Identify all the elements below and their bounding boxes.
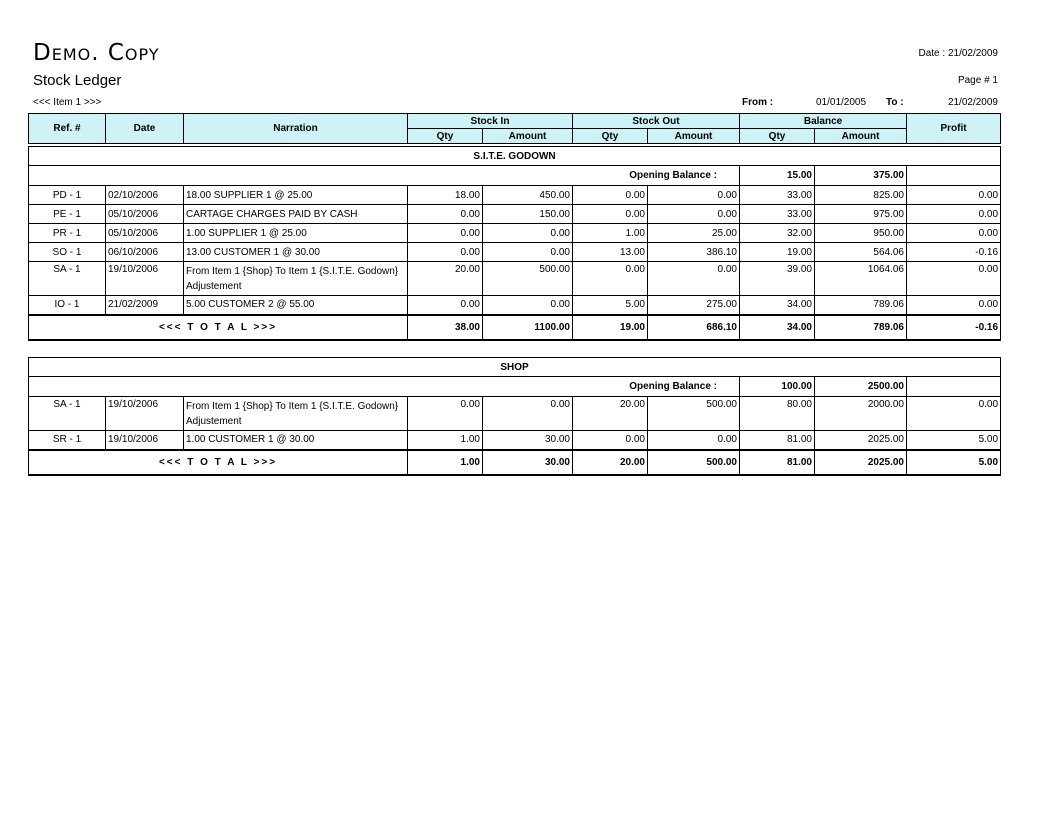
out-qty-cell: 0.00 [573, 186, 648, 205]
bal-qty-cell: 34.00 [740, 296, 815, 315]
out-amount-cell: 0.00 [648, 205, 740, 224]
col-out-qty: Qty [573, 129, 648, 144]
total-label: <<< T O T A L >>> [29, 450, 408, 475]
out-amount-cell: 0.00 [648, 186, 740, 205]
in-amount-cell: 30.00 [483, 431, 573, 450]
section-site-godown [28, 146, 1001, 341]
ref-cell: SO - 1 [29, 243, 106, 262]
profit-cell: -0.16 [907, 243, 1001, 262]
col-stock-in: Stock In [408, 114, 573, 129]
date-cell: 19/10/2006 [106, 397, 184, 431]
from-label: From : [742, 97, 774, 108]
total-bal-amount: 789.06 [815, 315, 907, 340]
out-qty-cell: 20.00 [573, 397, 648, 431]
in-amount-cell: 0.00 [483, 397, 573, 431]
total-bal-qty: 34.00 [740, 315, 815, 340]
profit-cell: 0.00 [907, 224, 1001, 243]
bal-qty-cell: 81.00 [740, 431, 815, 450]
ref-cell: PR - 1 [29, 224, 106, 243]
col-narration: Narration [184, 114, 408, 144]
in-qty-cell: 18.00 [408, 186, 483, 205]
in-qty-cell: 20.00 [408, 262, 483, 296]
company-name: Demo. Copy [33, 40, 160, 66]
bal-qty-cell: 39.00 [740, 262, 815, 296]
narration-cell: 1.00 SUPPLIER 1 @ 25.00 [184, 224, 408, 243]
opening-qty: 15.00 [740, 166, 815, 186]
in-amount-cell: 0.00 [483, 296, 573, 315]
col-ref: Ref. # [29, 114, 106, 144]
narration-cell: 18.00 SUPPLIER 1 @ 25.00 [184, 186, 408, 205]
opening-qty: 100.00 [740, 377, 815, 397]
date-cell: 21/02/2009 [106, 296, 184, 315]
date-cell: 06/10/2006 [106, 243, 184, 262]
from-date: 01/01/2005 [816, 97, 867, 108]
out-qty-cell: 13.00 [573, 243, 648, 262]
bal-amount-cell: 975.00 [815, 205, 907, 224]
out-amount-cell: 0.00 [648, 262, 740, 296]
table-row [29, 224, 1001, 243]
opening-balance-label: Opening Balance : [29, 377, 740, 397]
total-out-qty: 20.00 [573, 450, 648, 475]
total-in-qty: 38.00 [408, 315, 483, 340]
total-profit: -0.16 [907, 315, 1001, 340]
table-row [29, 186, 1001, 205]
out-amount-cell: 386.10 [648, 243, 740, 262]
out-amount-cell: 25.00 [648, 224, 740, 243]
ref-cell: PE - 1 [29, 205, 106, 224]
col-bal-amount: Amount [815, 129, 907, 144]
in-amount-cell: 150.00 [483, 205, 573, 224]
narration-cell: CARTAGE CHARGES PAID BY CASH [184, 205, 408, 224]
opening-amount: 375.00 [815, 166, 907, 186]
bal-amount-cell: 950.00 [815, 224, 907, 243]
in-qty-cell: 0.00 [408, 397, 483, 431]
bal-amount-cell: 1064.06 [815, 262, 907, 296]
total-in-qty: 1.00 [408, 450, 483, 475]
narration-cell: 5.00 CUSTOMER 2 @ 55.00 [184, 296, 408, 315]
col-in-qty: Qty [408, 129, 483, 144]
narration-cell: 13.00 CUSTOMER 1 @ 30.00 [184, 243, 408, 262]
total-bal-amount: 2025.00 [815, 450, 907, 475]
profit-cell: 0.00 [907, 205, 1001, 224]
out-amount-cell: 0.00 [648, 431, 740, 450]
in-qty-cell: 1.00 [408, 431, 483, 450]
profit-cell: 5.00 [907, 431, 1001, 450]
total-profit: 5.00 [907, 450, 1001, 475]
out-qty-cell: 0.00 [573, 431, 648, 450]
section-shop [28, 357, 1001, 476]
out-qty-cell: 0.00 [573, 205, 648, 224]
bal-qty-cell: 19.00 [740, 243, 815, 262]
total-bal-qty: 81.00 [740, 450, 815, 475]
section-title: S.I.T.E. GODOWN [29, 147, 1001, 166]
bal-amount-cell: 789.06 [815, 296, 907, 315]
bal-qty-cell: 80.00 [740, 397, 815, 431]
in-qty-cell: 0.00 [408, 243, 483, 262]
table-row [29, 262, 1001, 296]
total-out-qty: 19.00 [573, 315, 648, 340]
item-name: <<< Item 1 >>> [33, 97, 102, 108]
ref-cell: SA - 1 [29, 262, 106, 296]
table-row [29, 243, 1001, 262]
bal-amount-cell: 2025.00 [815, 431, 907, 450]
in-amount-cell: 0.00 [483, 243, 573, 262]
in-qty-cell: 0.00 [408, 205, 483, 224]
col-stock-out: Stock Out [573, 114, 740, 129]
out-qty-cell: 0.00 [573, 262, 648, 296]
profit-cell: 0.00 [907, 186, 1001, 205]
narration-cell: 1.00 CUSTOMER 1 @ 30.00 [184, 431, 408, 450]
col-out-amount: Amount [648, 129, 740, 144]
out-qty-cell: 5.00 [573, 296, 648, 315]
ledger-header [28, 113, 1001, 144]
total-label: <<< T O T A L >>> [29, 315, 408, 340]
page-number: Page # 1 [957, 75, 998, 86]
to-date: 21/02/2009 [947, 97, 998, 108]
opening-amount: 2500.00 [815, 377, 907, 397]
col-profit: Profit [907, 114, 1001, 144]
total-row [29, 315, 1001, 340]
in-amount-cell: 500.00 [483, 262, 573, 296]
profit-cell: 0.00 [907, 296, 1001, 315]
total-out-amount: 500.00 [648, 450, 740, 475]
bal-amount-cell: 825.00 [815, 186, 907, 205]
opening-balance-label: Opening Balance : [29, 166, 740, 186]
col-date: Date [106, 114, 184, 144]
date-cell: 19/10/2006 [106, 431, 184, 450]
ref-cell: IO - 1 [29, 296, 106, 315]
narration-cell: From Item 1 {Shop} To Item 1 {S.I.T.E. Godown} Adjustement [184, 262, 408, 296]
table-row [29, 205, 1001, 224]
section-title: SHOP [29, 358, 1001, 377]
in-qty-cell: 0.00 [408, 224, 483, 243]
out-amount-cell: 275.00 [648, 296, 740, 315]
date-cell: 19/10/2006 [106, 262, 184, 296]
date-cell: 02/10/2006 [106, 186, 184, 205]
profit-cell: 0.00 [907, 262, 1001, 296]
ref-cell: SA - 1 [29, 397, 106, 431]
bal-qty-cell: 32.00 [740, 224, 815, 243]
date-cell: 05/10/2006 [106, 205, 184, 224]
out-qty-cell: 1.00 [573, 224, 648, 243]
out-amount-cell: 500.00 [648, 397, 740, 431]
table-row [29, 397, 1001, 431]
total-in-amount: 1100.00 [483, 315, 573, 340]
total-out-amount: 686.10 [648, 315, 740, 340]
col-in-amount: Amount [483, 129, 573, 144]
col-bal-qty: Qty [740, 129, 815, 144]
report-date: Date : 21/02/2009 [918, 48, 998, 59]
in-amount-cell: 450.00 [483, 186, 573, 205]
ref-cell: SR - 1 [29, 431, 106, 450]
ref-cell: PD - 1 [29, 186, 106, 205]
bal-amount-cell: 564.06 [815, 243, 907, 262]
in-amount-cell: 0.00 [483, 224, 573, 243]
to-label: To : [886, 97, 904, 108]
bal-qty-cell: 33.00 [740, 186, 815, 205]
report-title: Stock Ledger [33, 72, 122, 89]
bal-amount-cell: 2000.00 [815, 397, 907, 431]
bal-qty-cell: 33.00 [740, 205, 815, 224]
table-row [29, 296, 1001, 315]
total-in-amount: 30.00 [483, 450, 573, 475]
narration-cell: From Item 1 {Shop} To Item 1 {S.I.T.E. Godown} Adjustement [184, 397, 408, 431]
date-cell: 05/10/2006 [106, 224, 184, 243]
profit-cell: 0.00 [907, 397, 1001, 431]
table-row [29, 431, 1001, 450]
in-qty-cell: 0.00 [408, 296, 483, 315]
total-row [29, 450, 1001, 475]
col-balance: Balance [740, 114, 907, 129]
